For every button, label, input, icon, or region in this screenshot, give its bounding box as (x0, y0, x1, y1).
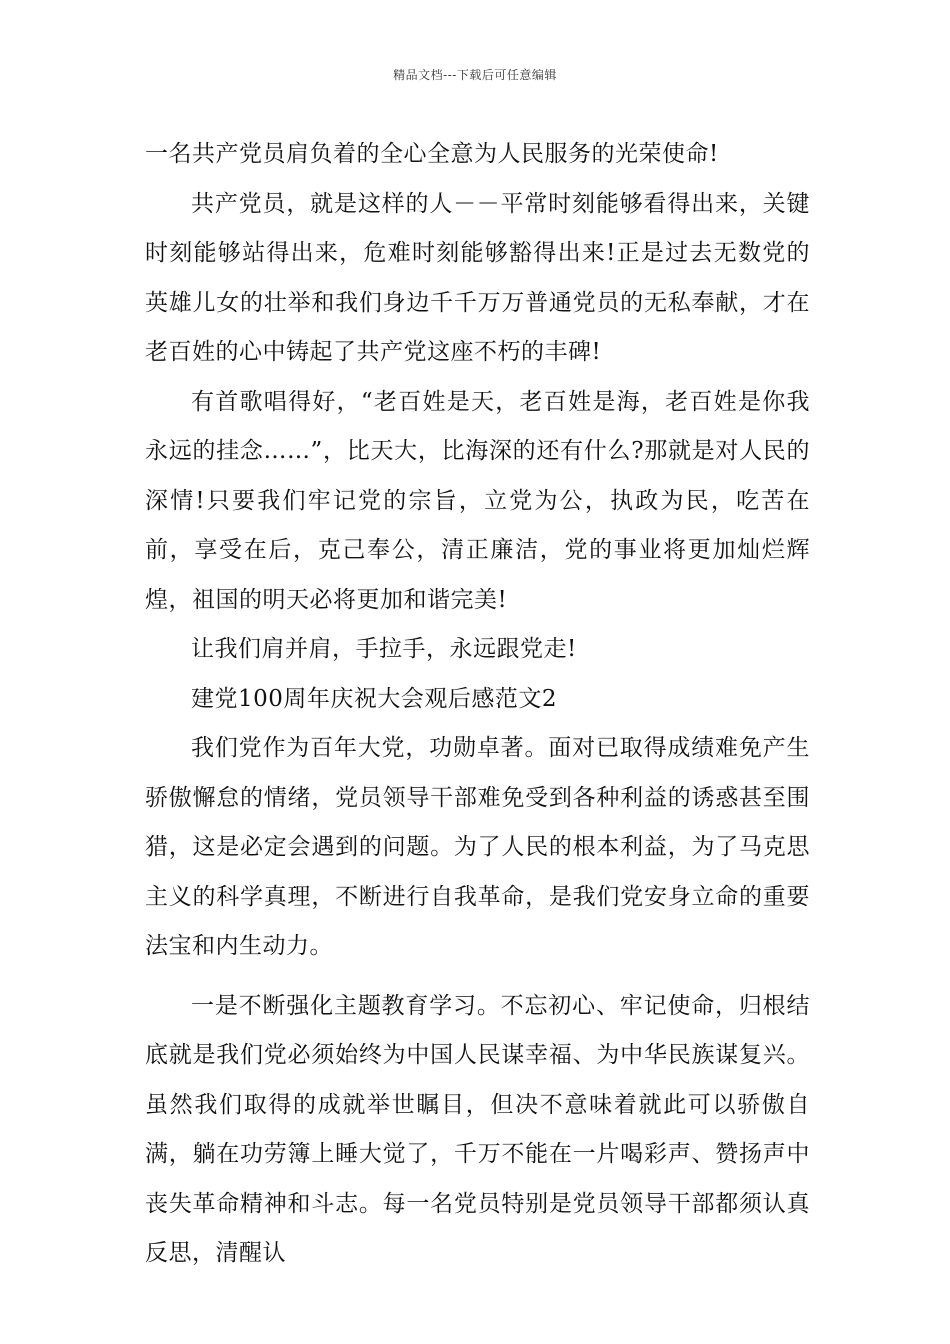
paragraph-1: 一名共产党员肩负着的全心全意为人民服务的光荣使命! (145, 141, 719, 167)
paragraph-5: 我们党作为百年大党，功勋卓著。面对已取得成绩难免产生骄傲懈怠的情绪，党员领导干部难免受到各种利益的诱惑甚至围猎，这是必定会遇到的问题。为了人民的根本利益，为了马克思主义的科学真理，不断进行自我革命，是我们党安身立命的重要法宝和内生动力。 (145, 735, 810, 959)
section-heading: 建党100周年庆祝大会观后感范文2 (191, 685, 558, 712)
page-header: 精品文档---下载后可任意编辑 (393, 68, 557, 82)
paragraph-4: 让我们肩并肩，手拉手，永远跟党走! (191, 636, 577, 662)
paragraph-gap (145, 972, 810, 982)
paragraph-2: 共产党员，就是这样的人－－平常时刻能够看得出来，关键时刻能够站得出来，危难时刻能够豁得出来!正是过去无数党的英雄儿女的壮举和我们身边千千万万普通党员的无私奉献，才在老百姓的心中铸起了共产党这座不朽的丰碑! (145, 190, 810, 365)
paragraph-3: 有首歌唱得好，“老百姓是天，老百姓是海，老百姓是你我永远的挂念……”，比天大，比海深的还有什么?那就是对人民的深情!只要我们牢记党的宗旨，立党为公，执政为民，吃苦在前，享受在后，克己奉公，清正廉洁，党的事业将更加灿烂辉煌，祖国的明天必将更加和谐完美! (145, 388, 810, 613)
paragraph-6: 一是不断强化主题教育学习。不忘初心、牢记使命，归根结底就是我们党必须始终为中国人民谋幸福、为中华民族谋复兴。虽然我们取得的成就举世瞩目，但决不意味着就此可以骄傲自满，躺在功劳簿上睡大觉了，千万不能在一片喝彩声、赞扬声中丧失革命精神和斗志。每一名党员特别是党员领导干部都须认真反思，清醒认 (145, 992, 810, 1266)
document-body (145, 130, 810, 1279)
